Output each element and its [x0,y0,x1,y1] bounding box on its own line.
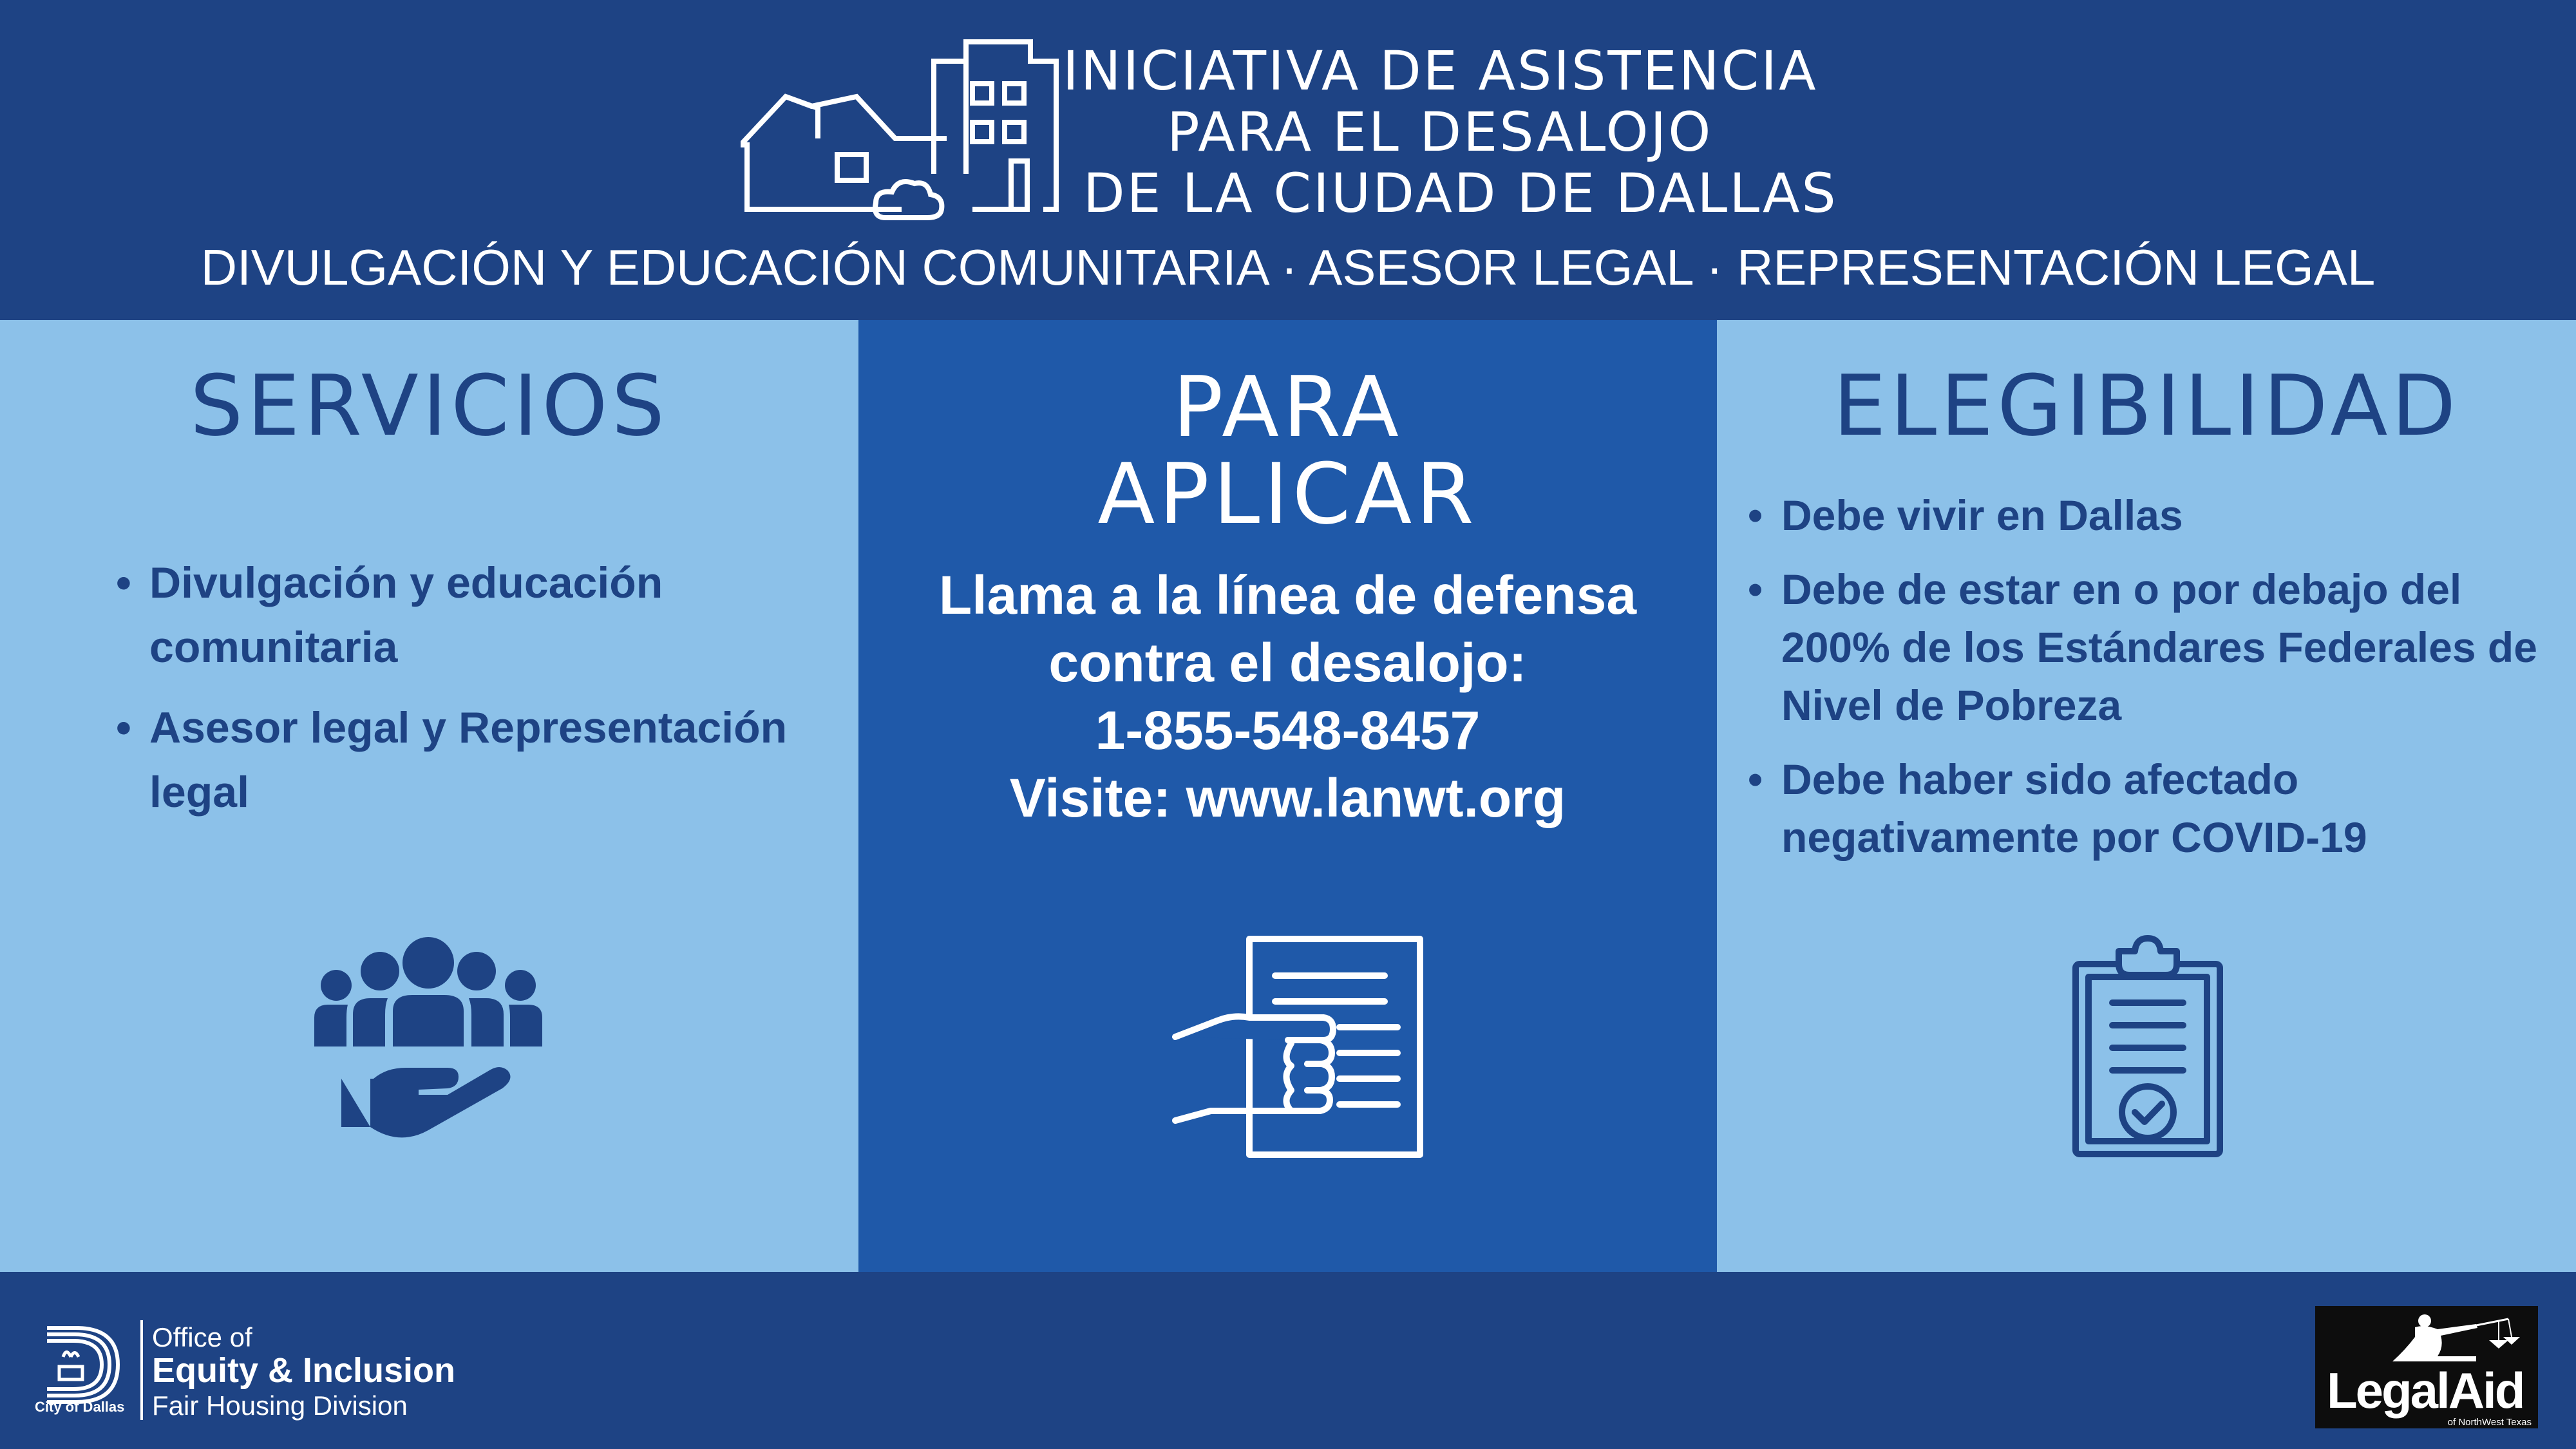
list-item: • Asesor legal y Representación legal [116,696,824,824]
city-of-dallas-label: City of Dallas [35,1399,125,1415]
servicios-list [116,551,824,840]
website-link[interactable]: Visite: www.lanwt.org [1009,768,1566,828]
title-line-1: INICIATIVA DE ASISTENCIA [1063,39,1818,102]
legal-aid-subtitle: of NorthWest Texas [2447,1417,2532,1428]
office-of-label: Office of [152,1322,252,1352]
servicios-heading: SERVICIOS [189,357,669,455]
hotline-text-line-1: Llama a la línea de defensa [938,565,1637,625]
office-name: Equity & Inclusion [152,1351,456,1390]
house-building-outline-icon [741,26,1075,225]
list-item: • Debe vivir en Dallas [1748,486,2546,544]
footer-divider [140,1320,143,1420]
clipboard-check-icon [2070,935,2225,1160]
hand-holding-document-icon [1172,934,1430,1159]
hotline-phone-number[interactable]: 1-855-548-8457 [1095,700,1481,761]
list-item: • Debe de estar en o por debajo del 200% de los Estándares Federales de Nivel de Pobreza [1748,560,2546,734]
legal-aid-wordmark: LegalAid [2327,1362,2524,1419]
lady-justice-icon [2380,1311,2528,1369]
city-of-dallas-logo-icon [37,1321,124,1408]
hotline-text-line-2: contra el desalojo: [1048,632,1527,693]
title-line-3: DE LA CIUDAD DE DALLAS [1083,162,1838,225]
people-hand-icon [309,934,547,1159]
elegibilidad-heading: ELEGIBILIDAD [1833,357,2460,455]
aplicar-heading-line-1: PARA [1173,358,1403,456]
header-banner [0,0,2576,320]
aplicar-heading-line-2: APLICAR [1097,445,1478,543]
list-item: • Debe haber sido afectado negativamente por COVID-19 [1748,750,2546,866]
header-subtitle: DIVULGACIÓN Y EDUCACIÓN COMUNITARIA · ASESOR LEGAL · REPRESENTACIÓN LEGAL [200,239,2376,296]
list-item: • Divulgación y educación comunitaria [116,551,824,679]
title-line-2: PARA EL DESALOJO [1167,100,1713,164]
legal-aid-logo [2315,1306,2538,1428]
elegibilidad-list [1748,486,2546,882]
division-label: Fair Housing Division [152,1390,408,1421]
